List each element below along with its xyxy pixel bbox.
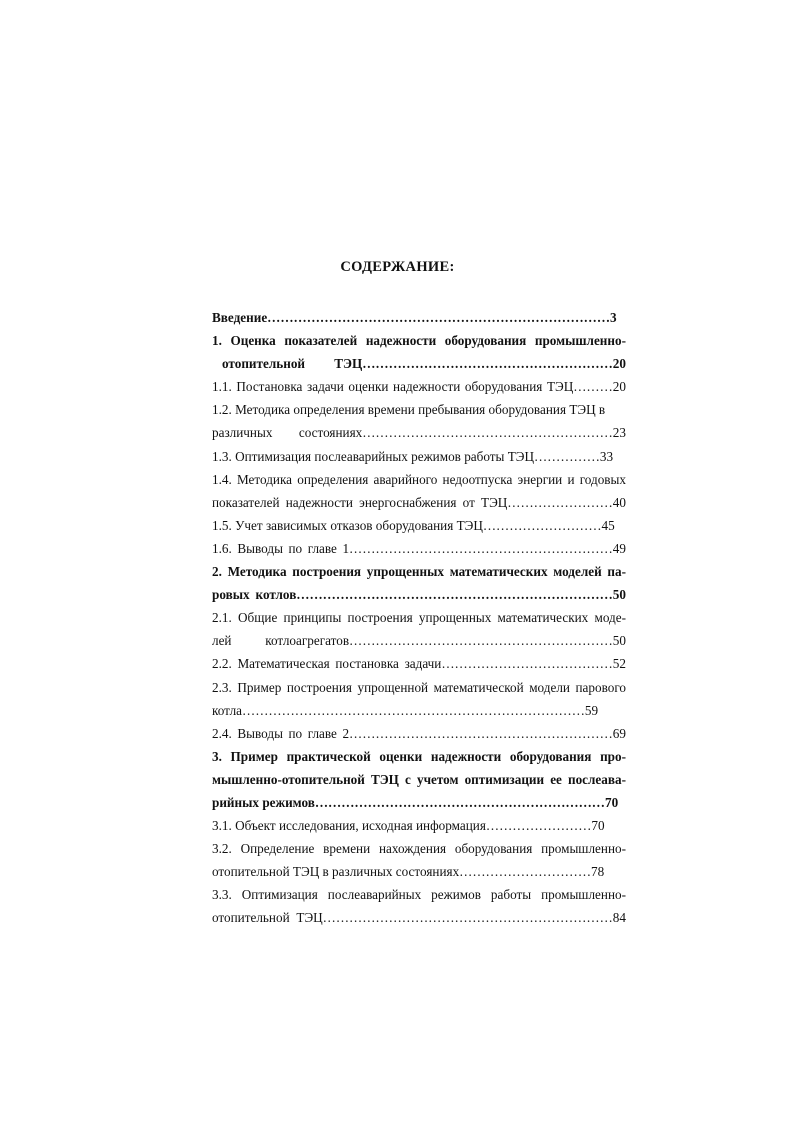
toc-line: 3. Пример практической оценки надежности оборудования про- [212, 748, 626, 764]
toc-line: рийных режимов…………………………………………………………70 [212, 794, 619, 810]
toc-line: Введение……………………………………………………………………3 [212, 310, 617, 325]
toc-line: 3.2. Определение времени нахождения оборудования промышленно- [212, 841, 626, 857]
toc-line: котла……………………………………………………………………59 [212, 702, 599, 718]
toc-line: различных состояниях…………………………………………………23 [212, 425, 626, 441]
toc-line: отопительной ТЭЦ…………………………………………………20 [222, 356, 626, 372]
toc-line: 1.1. Постановка задачи оценки надежности оборудования ТЭЦ………20 [212, 379, 626, 395]
toc-line: 2.3. Пример построения упрощенной математической модели парового [212, 679, 626, 695]
toc-line: 1.2. Методика определения времени пребывания оборудования ТЭЦ в [212, 402, 606, 418]
toc-line: 2. Методика построения упрощенных математических моделей па- [212, 564, 626, 580]
toc-line: отопительной ТЭЦ в различных состояниях…………………………78 [212, 864, 605, 880]
toc-line: 3.3. Оптимизация послеаварийных режимов работы промышленно- [212, 887, 626, 903]
table-of-contents [212, 306, 626, 930]
toc-line: показателей надежности энергоснабжения от ТЭЦ……………………40 [212, 494, 626, 510]
toc-line: 2.4. Выводы по главе 2……………………………………………………69 [212, 725, 626, 741]
toc-line: 3.1. Объект исследования, исходная информация……………………70 [212, 818, 605, 834]
toc-line: 1.5. Учет зависимых отказов оборудования ТЭЦ………………………45 [212, 517, 615, 533]
toc-line: 2.2. Математическая постановка задачи…………………………………52 [212, 656, 626, 672]
toc-line: лей котлоагрегатов……………………………………………………50 [212, 633, 626, 649]
toc-line: 1. Оценка показателей надежности оборудования промышленно- [212, 333, 626, 349]
toc-line: 1.4. Методика определения аварийного недоотпуска энергии и годовых [212, 471, 626, 487]
toc-line: отопительной ТЭЦ…………………………………………………………84 [212, 910, 626, 926]
toc-line: 2.1. Общие принципы построения упрощенных математических моде- [212, 610, 626, 626]
toc-line: 1.6. Выводы по главе 1……………………………………………………49 [212, 540, 626, 556]
page-title: СОДЕРЖАНИЕ: [340, 259, 455, 275]
toc-line: 1.3. Оптимизация послеаварийных режимов работы ТЭЦ……………33 [212, 448, 614, 464]
toc-line: ровых котлов………………………………………………………………50 [212, 587, 626, 603]
toc-line: мышленно-отопительной ТЭЦ с учетом оптимизации ее послеава- [212, 771, 626, 787]
